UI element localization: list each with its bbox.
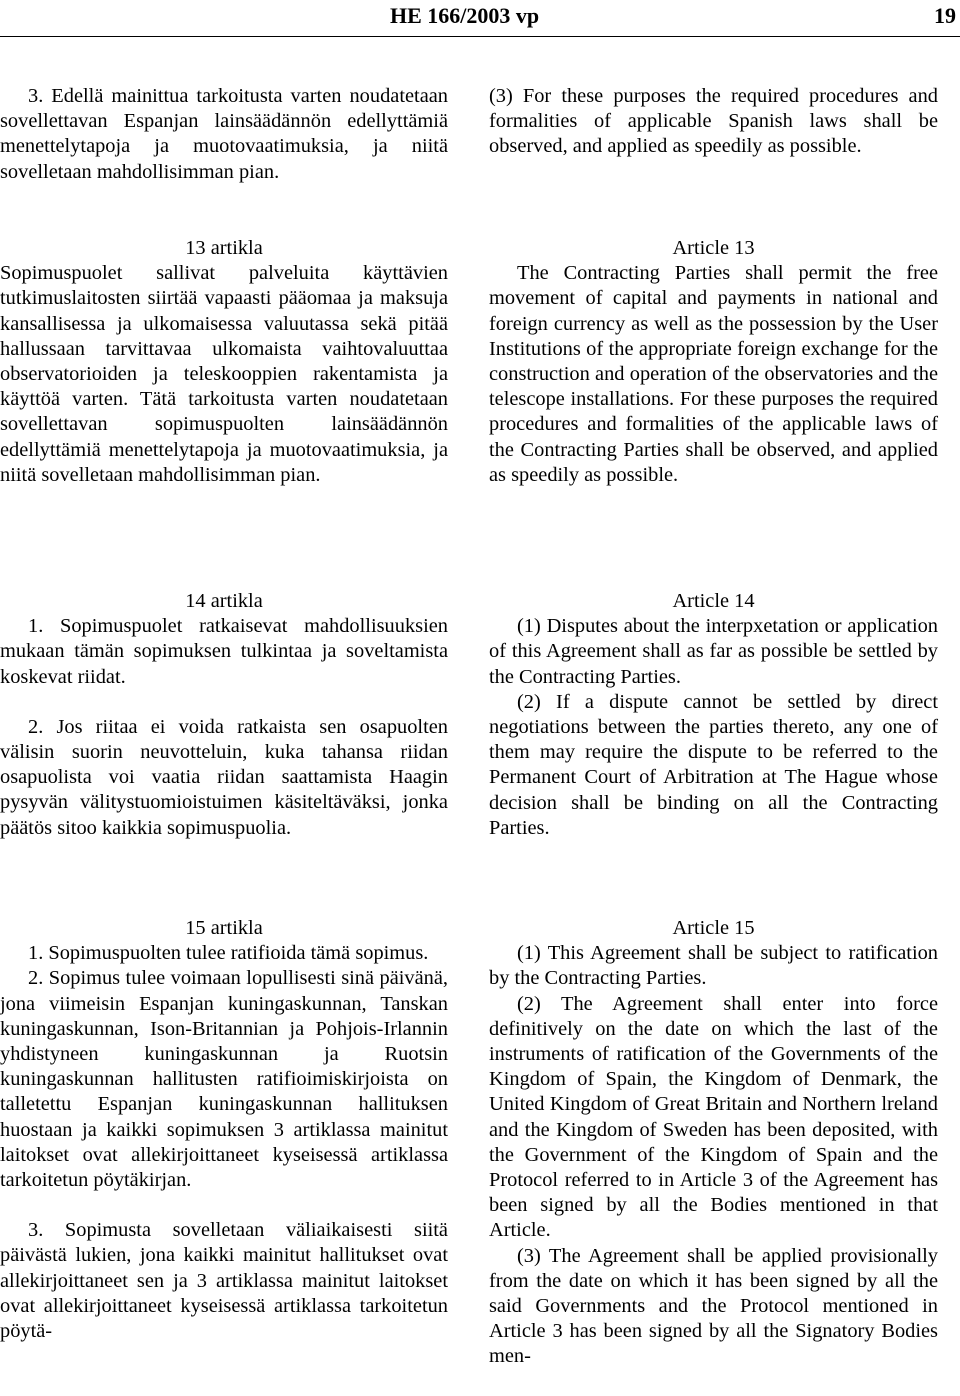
en-article-15	[489, 916, 938, 1370]
en-article-13-heading: Article 13	[672, 237, 755, 259]
fi-article-12-continuation	[0, 84, 448, 185]
page-header	[0, 0, 960, 40]
page-number: 19	[934, 3, 956, 28]
header-rule	[0, 36, 960, 37]
en-paragraph: (2) The Agreement shall enter into force definitively on the date on which the last of the instruments of ratification of the Governments of the Kingdom of Spain, the Kingdom of Denmark, the United Kingdom of Great Britain and Northern lreland and the Kingdom of Sweden has been deposited, with the Government of the Kingdom of Spain and the Protocol referred to in Article 3 of the Agreement has been signed by all the Bodies mentioned in that Article.	[489, 992, 938, 1242]
fi-article-13	[0, 236, 448, 488]
en-paragraph: (3) The Agreement shall be applied provisionally from the date on which it has been signed by all the said Governments and the Protocol mentioned in Article 3 has been signed by all the Signatory Bodies men-	[489, 1244, 938, 1368]
en-paragraph: (3) For these purposes the required procedures and formalities of applicable Spanish laws shall be observed, and applied as speedily as possible.	[489, 85, 938, 158]
en-paragraph: (1) This Agreement shall be subject to ratification by the Contracting Parties.	[489, 942, 938, 990]
fi-article-14-heading: 14 artikla	[185, 590, 263, 612]
fi-paragraph: 2. Sopimus tulee voimaan lopullisesti sinä päivänä, jona viimeisin Espanjan kuningaskunnan, Tanskan kuningaskunnan, Ison-Britannian ja Pohjois-Irlannin yhdistyneen kuningaskunnan ja Ruotsin kuningaskunnan hallitusten ratifioimiskirjoista on talletettu Espanjan kuningaskunnan hallituksen huostaan ja kaikki sopimuksen 3 artiklassa mainitut laitokset ovat allekirjoittaneet kyseisessä artiklassa tarkoitetun pöytäkirjan.	[0, 967, 448, 1192]
document-id: HE 166/2003 vp	[390, 3, 540, 28]
en-article-14	[489, 589, 938, 841]
en-paragraph: (1) Disputes about the interpxetation or application of this Agreement shall as far as possible be settled by the Contracting Parties.	[489, 615, 938, 688]
fi-paragraph: 2. Jos riitaa ei voida ratkaista sen osapuolten välisin suorin neuvotteluin, kuka tahansa riidan osapuolista voi vaatia riidan saattamista Haagin pysyvän välitystuomioistuimen käsiteltäväksi, jonka päätös sitoo kaikkia sopimuspuolia.	[0, 715, 448, 839]
fi-article-15	[0, 916, 448, 1344]
fi-paragraph: 3. Sopimusta sovelletaan väliaikaisesti siitä päivästä lukien, jona kaikki mainitut hallitukset ovat allekirjoittaneet sen ja 3 artiklassa mainitut laitokset ovat allekirjoittaneet kyseisessä artiklassa tarkoitetun pöytä-	[0, 1219, 448, 1343]
en-paragraph: (2) If a dispute cannot be settled by direct negotiations between the parties thereto, any one of them may require the dispute to be referred to the Permanent Court of Arbitration at The Hague whose decision shall be binding on all the Contracting Parties.	[489, 690, 938, 839]
fi-article-15-heading: 15 artikla	[185, 917, 263, 939]
en-article-14-heading: Article 14	[672, 590, 755, 612]
fi-paragraph: 1. Sopimuspuolten tulee ratifioida tämä sopimus.	[28, 942, 429, 965]
en-article-15-heading: Article 15	[672, 917, 755, 939]
fi-article-13-heading: 13 artikla	[185, 237, 263, 259]
fi-article-14	[0, 589, 448, 841]
en-paragraph: The Contracting Parties shall permit the free movement of capital and payments in national and foreign currency as well as the possession by the User Institutions of the appropriate foreign exchange for the construction and operation of the observatories and the telescope installations. For these purposes the required procedures and formalities of the applicable laws of the Contracting Parties shall be observed, and applied as speedily as possible.	[489, 262, 938, 486]
en-article-13	[489, 236, 938, 488]
fi-paragraph: Sopimuspuolet sallivat palveluita käyttävien tutkimuslaitosten siirtää vapaasti pääomaa ja maksuja kansallisessa ja ulkomaisessa valuutassa sekä pitää hallussaan tarvittavaa ulkomaista vaihtovaluuttaa observatorioiden ja teleskooppien rakentamista ja käyttöä varten. Tätä tarkoitusta varten noudatetaan sovellettavan sopimuspuolten lainsäädännön edellyttämiä menettelytapoja ja muotovaatimuksia, ja niitä sovelletaan mahdollisimman pian.	[0, 262, 448, 486]
fi-paragraph: 1. Sopimuspuolet ratkaisevat mahdollisuuksien mukaan tämän sopimuksen tulkintaa ja soveltamista koskevat riidat.	[0, 615, 448, 688]
en-article-12-continuation	[489, 84, 938, 160]
fi-paragraph: 3. Edellä mainittua tarkoitusta varten noudatetaan sovellettavan Espanjan lainsäädännön edellyttämiä menettelytapoja ja muotovaatimuksia, ja niitä sovelletaan mahdollisimman pian.	[0, 85, 448, 183]
